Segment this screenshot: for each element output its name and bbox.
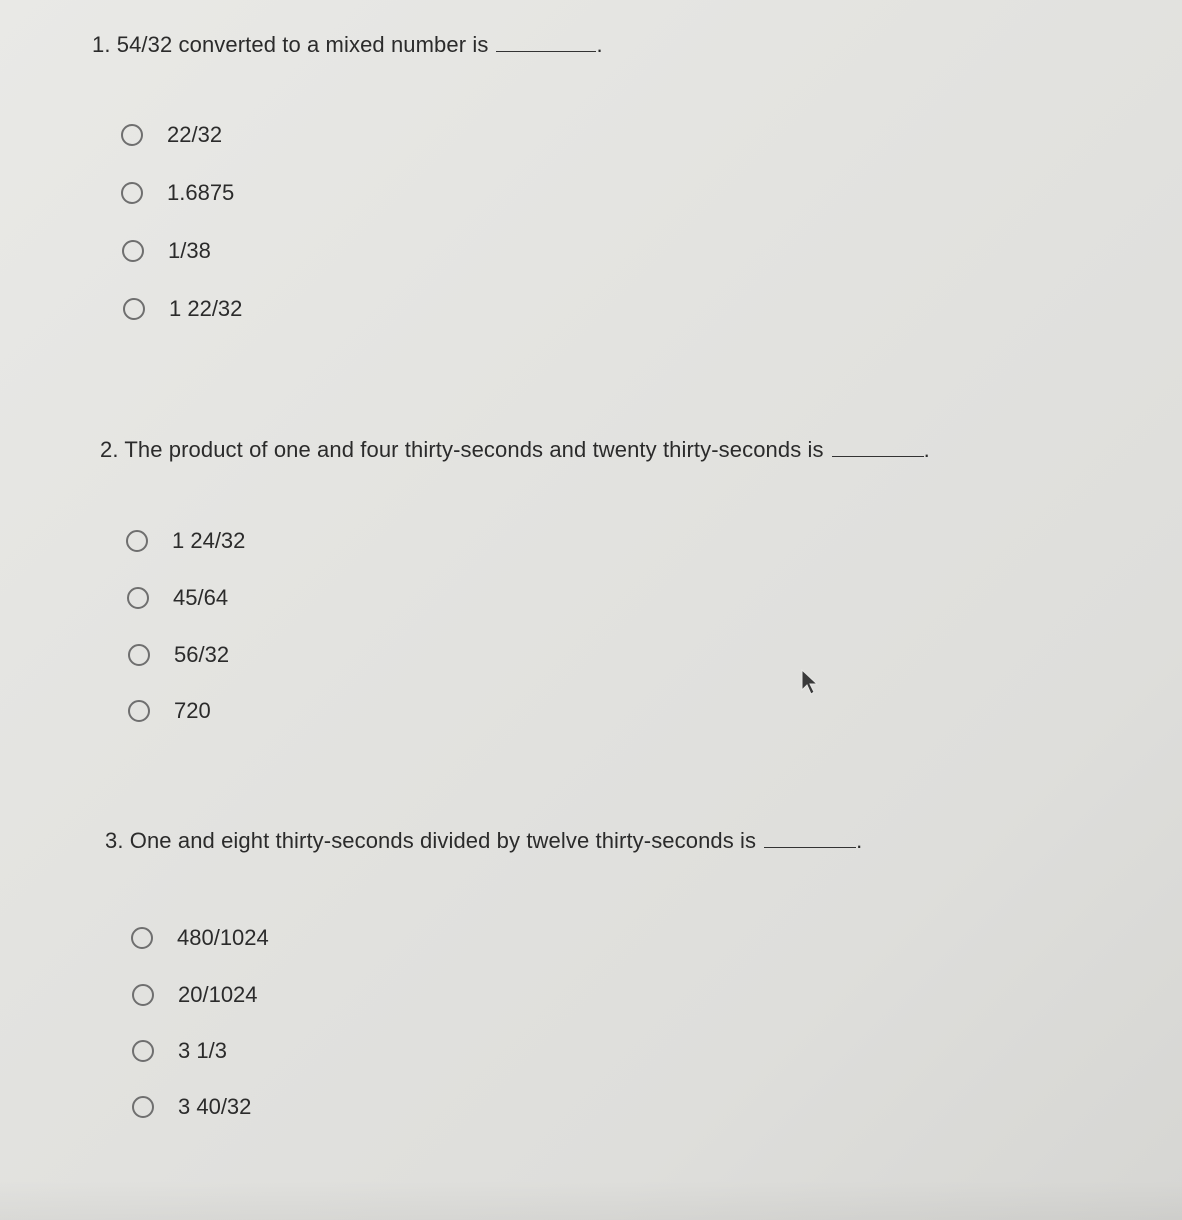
question-3-prompt: 3. One and eight thirty-seconds divided by twelve thirty-seconds is [105, 828, 757, 853]
question-1-option-2[interactable] [121, 180, 234, 206]
question-2-prompt: 2. The product of one and four thirty-seconds and twenty thirty-seconds is [100, 437, 824, 462]
question-1-text [92, 32, 603, 58]
radio-circle-icon[interactable] [128, 644, 150, 666]
radio-circle-icon[interactable] [131, 927, 153, 949]
radio-circle-icon[interactable] [122, 240, 144, 262]
question-2-text [100, 437, 930, 463]
question-1-prompt: 1. 54/32 converted to a mixed number is [92, 32, 489, 57]
question-2-period: . [923, 437, 930, 462]
radio-circle-icon[interactable] [123, 298, 145, 320]
question-1-option-3[interactable] [122, 238, 211, 264]
question-2-option-4[interactable] [128, 698, 211, 724]
radio-circle-icon[interactable] [121, 182, 143, 204]
option-label: 720 [174, 698, 211, 723]
question-3-option-3[interactable] [132, 1038, 227, 1064]
question-1-period: . [596, 32, 603, 57]
option-label: 480/1024 [177, 925, 269, 950]
question-3-period: . [856, 828, 863, 853]
question-3-option-1[interactable] [131, 925, 269, 951]
option-label: 1 24/32 [172, 528, 246, 553]
option-label: 45/64 [173, 585, 229, 610]
question-1-blank [496, 51, 596, 52]
radio-circle-icon[interactable] [132, 984, 154, 1006]
mouse-pointer-icon [800, 668, 820, 696]
option-label: 1.6875 [167, 180, 235, 205]
question-1-option-4[interactable] [123, 296, 242, 322]
question-3-option-4[interactable] [132, 1094, 251, 1120]
photo-shadow [0, 1180, 1182, 1220]
radio-circle-icon[interactable] [132, 1096, 154, 1118]
question-2-option-2[interactable] [127, 585, 228, 611]
option-label: 3 1/3 [178, 1038, 227, 1063]
option-label: 22/32 [167, 122, 223, 147]
question-2-option-3[interactable] [128, 642, 229, 668]
radio-circle-icon[interactable] [121, 124, 143, 146]
radio-circle-icon[interactable] [126, 530, 148, 552]
radio-circle-icon[interactable] [127, 587, 149, 609]
radio-circle-icon[interactable] [128, 700, 150, 722]
question-3-blank [764, 847, 856, 848]
question-1-option-1[interactable] [121, 122, 222, 148]
option-label: 1 22/32 [169, 296, 243, 321]
option-label: 56/32 [174, 642, 230, 667]
option-label: 3 40/32 [178, 1094, 252, 1119]
option-label: 1/38 [168, 238, 211, 263]
question-2-option-1[interactable] [126, 528, 245, 554]
question-3-option-2[interactable] [132, 982, 258, 1008]
radio-circle-icon[interactable] [132, 1040, 154, 1062]
question-3-text [105, 828, 862, 854]
question-2-blank [832, 456, 924, 457]
option-label: 20/1024 [178, 982, 258, 1007]
